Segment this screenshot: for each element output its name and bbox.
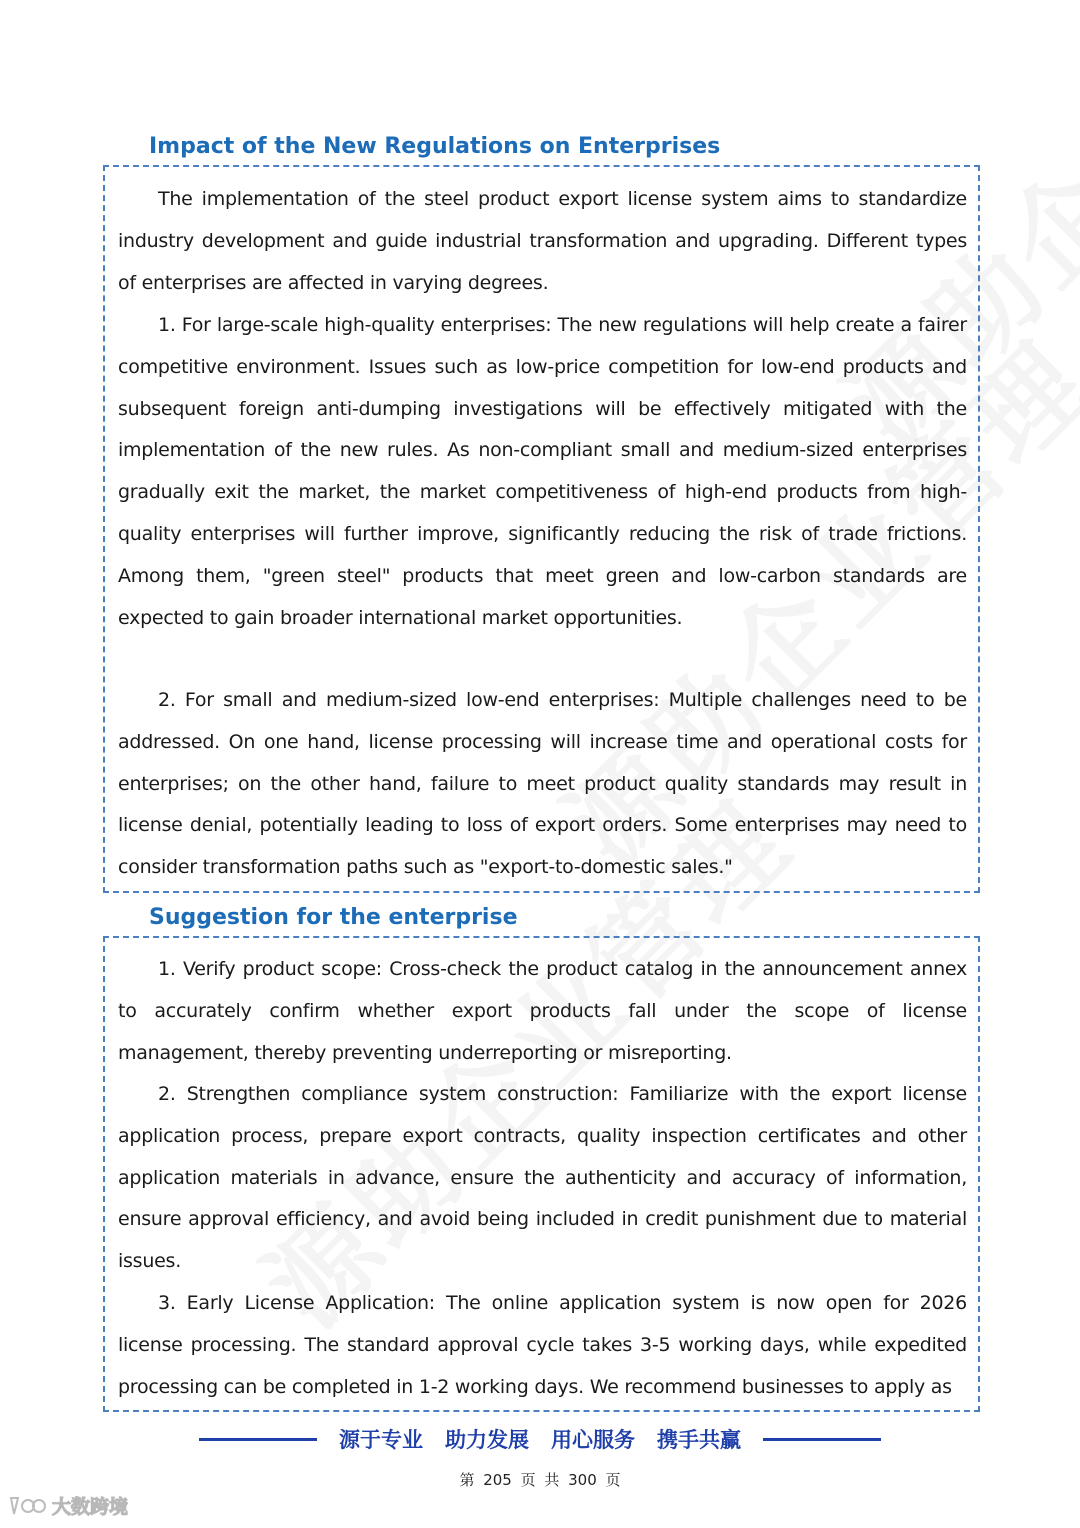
footer-divider-right bbox=[763, 1438, 881, 1441]
slogan-item: 用心服务 bbox=[551, 1428, 635, 1452]
impact-intro-paragraph: The implementation of the steel product export license system aims to standardize industry development and guide industrial transformation and upgrading. Different types of enterprises are affected in varying degrees. bbox=[118, 188, 967, 294]
impact-small-enterprises-paragraph: 2. For small and medium-sized low-end enterprises: Multiple challenges need to be addressed. On one hand, license processing will increase time and operational costs for enterprises; on the other hand, failure to meet product quality standards may result in license denial, potentially leading to loss of export orders. Some enterprises may need to consider transformation paths such as "export-to-domestic sales." bbox=[118, 689, 967, 879]
brand-watermark bbox=[8, 1492, 128, 1519]
slogan-item: 助力发展 bbox=[445, 1428, 529, 1452]
page-number: 第 205 页 共 300 页 bbox=[459, 1471, 621, 1489]
suggestion-early-application-paragraph: 3. Early License Application: The online application system is now open for 2026 license processing. The standard approval cycle takes 3-5 working days, while expedited processing can be completed in 1-2 working days. We recommend businesses to apply as bbox=[118, 1292, 967, 1398]
section-heading-suggestion: Suggestion for the enterprise bbox=[149, 905, 518, 930]
section-heading-impact: Impact of the New Regulations on Enterprises bbox=[149, 134, 721, 159]
suggestion-compliance-paragraph: 2. Strengthen compliance system construction: Familiarize with the export license application process, prepare export contracts, quality inspection certificates and other application materials in advance, ensure the authenticity and accuracy of information, ensure approval efficiency, and avoid being included in credit punishment due to material issues. bbox=[118, 1083, 967, 1273]
brand-logo-icon bbox=[8, 1494, 46, 1518]
impact-large-enterprises-paragraph: 1. For large-scale high-quality enterprises: The new regulations will help create a fairer competitive environment. Issues such as low-price competition for low-end products and subsequent foreign anti-dumping investigations will be effectively mitigated with the implementation of the new rules. As non-compliant small and medium-sized enterprises gradually exit the market, the market competitiveness of high-end products from high-quality enterprises will further improve, significantly reducing the risk of trade frictions. Among them, "green steel" products that meet green and low-carbon standards are expected to gain broader international market opportunities. bbox=[118, 314, 967, 629]
slogan-item: 源于专业 bbox=[339, 1428, 423, 1452]
slogan-item: 携手共赢 bbox=[657, 1428, 741, 1452]
brand-name: 大数跨境 bbox=[52, 1496, 129, 1518]
footer-divider-left bbox=[199, 1438, 317, 1441]
suggestion-product-scope-paragraph: 1. Verify product scope: Cross-check the product catalog in the announcement annex to accurately confirm whether export products fall under the scope of license management, thereby preventing underreporting or misreporting. bbox=[118, 958, 967, 1064]
footer-slogan bbox=[0, 1424, 1080, 1454]
